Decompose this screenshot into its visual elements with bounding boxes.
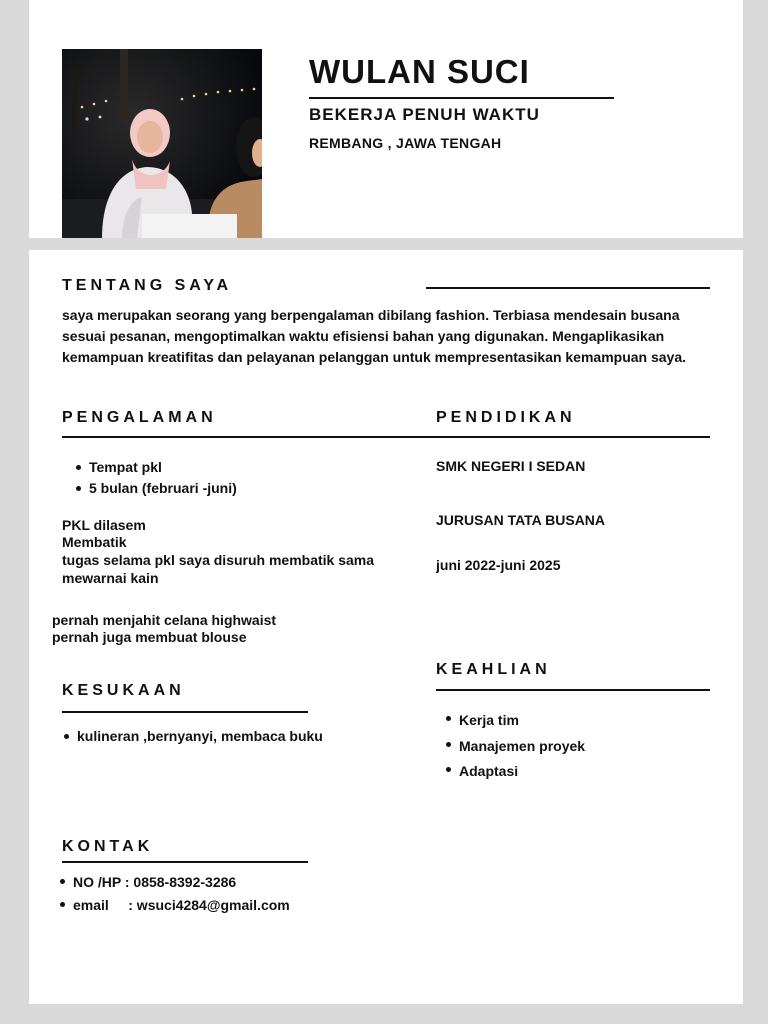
full-name: WULAN SUCI <box>309 53 530 90</box>
header-card <box>29 0 743 238</box>
education-title: PENDIDIKAN <box>436 409 576 426</box>
education-school: SMK NEGERI I SEDAN <box>436 458 586 474</box>
contact-divider <box>62 861 308 863</box>
contact-phone: NO /HP : 0858-8392-3286 <box>58 871 290 894</box>
list-item: Adaptasi <box>444 759 585 785</box>
contact-list <box>58 871 290 917</box>
about-title: TENTANG SAYA <box>62 277 233 294</box>
experience-divider <box>62 436 710 438</box>
hobbies-title: KESUKAAN <box>62 682 185 699</box>
list-item: Kerja tim <box>444 708 585 734</box>
experience-extra-2: pernah juga membuat blouse <box>52 629 247 645</box>
body-card <box>29 250 743 1004</box>
skills-list <box>444 708 585 785</box>
list-item: 5 bulan (februari -juni) <box>74 478 237 499</box>
education-major: JURUSAN TATA BUSANA <box>436 512 606 528</box>
experience-bullets <box>74 457 237 499</box>
contact-email[interactable]: email : wsuci4284@gmail.com <box>58 894 290 917</box>
skills-title: KEAHLIAN <box>436 661 551 678</box>
skills-divider <box>436 689 710 691</box>
profile-photo <box>62 49 262 238</box>
experience-role: Membatik <box>62 534 127 550</box>
list-item: Manajemen proyek <box>444 734 585 760</box>
contact-title: KONTAK <box>62 838 154 855</box>
hobbies-divider <box>62 711 308 713</box>
hobbies-list <box>62 726 323 747</box>
list-item: kulineran ,bernyanyi, membaca buku <box>62 726 323 747</box>
experience-extra-1: pernah menjahit celana highwaist <box>52 612 277 628</box>
experience-place: PKL dilasem <box>62 517 146 533</box>
education-period: juni 2022-juni 2025 <box>436 557 561 573</box>
name-divider <box>309 97 614 99</box>
experience-task: tugas selama pkl saya disuruh membatik sama mewarnai kain <box>62 552 375 586</box>
experience-title: PENGALAMAN <box>62 409 217 426</box>
job-title: BEKERJA PENUH WAKTU <box>309 105 540 124</box>
location: REMBANG , JAWA TENGAH <box>309 135 502 151</box>
about-paragraph: saya merupakan seorang yang berpengalaman dibilang fashion. Terbiasa mendesain busana sesuai pesanan, mengoptimalkan waktu efisiensi bahan yang digunakan. Mengaplikasikan kemampuan kreatifitas dan pelayanan pelanggan untuk mempresentasikan kemampuan saya. <box>62 307 687 365</box>
list-item: Tempat pkl <box>74 457 237 478</box>
about-divider <box>426 287 710 289</box>
